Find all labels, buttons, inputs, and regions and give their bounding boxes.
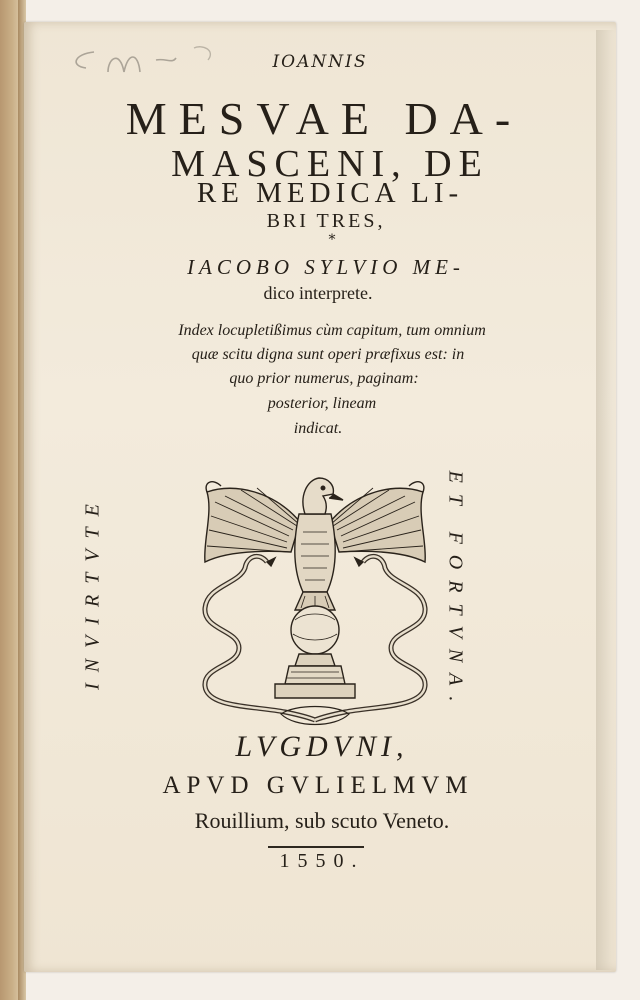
imprint-place: LVGDVNI, xyxy=(235,730,409,763)
author-first-name: IOANNIS xyxy=(272,52,368,72)
motto-left: INVIRTVTE xyxy=(81,493,104,690)
imprint-year: 1550. xyxy=(279,850,365,872)
title-line-4: BRI TRES, xyxy=(266,210,386,232)
imprint-printer-line-1: APVD GVLIELMVM xyxy=(162,772,474,799)
title-line-1: MESVAE DA- xyxy=(125,93,523,144)
title-line-3: RE MEDICA LI- xyxy=(196,177,464,209)
translator-line-2: dico interprete. xyxy=(263,283,373,303)
translator-line-1: IACOBO SYLVIO ME- xyxy=(187,255,465,279)
index-note-line-2: quæ scitu digna sunt operi præfixus est: in xyxy=(191,346,465,363)
eagle-on-globe-with-serpents-icon xyxy=(195,452,435,734)
handwritten-signature xyxy=(64,38,234,82)
index-note-line-3: quo prior numerus, paginam: xyxy=(229,370,419,387)
imprint-printer-line-2: Rouillium, sub scuto Veneto. xyxy=(194,808,450,833)
printers-device xyxy=(195,452,435,734)
signature-scribble-icon xyxy=(64,38,234,82)
index-note-line-1: Index locupletißimus cùm capitum, tum omnium xyxy=(178,322,486,339)
asterisk-ornament: * xyxy=(328,232,336,248)
motto-right: ET FORTVNA. xyxy=(444,470,467,713)
horizontal-rule xyxy=(268,846,364,848)
index-note-line-4: posterior, lineam xyxy=(267,395,377,412)
title-line-2: MASCENI, DE xyxy=(171,143,489,185)
index-note-line-5: indicat. xyxy=(293,420,343,437)
